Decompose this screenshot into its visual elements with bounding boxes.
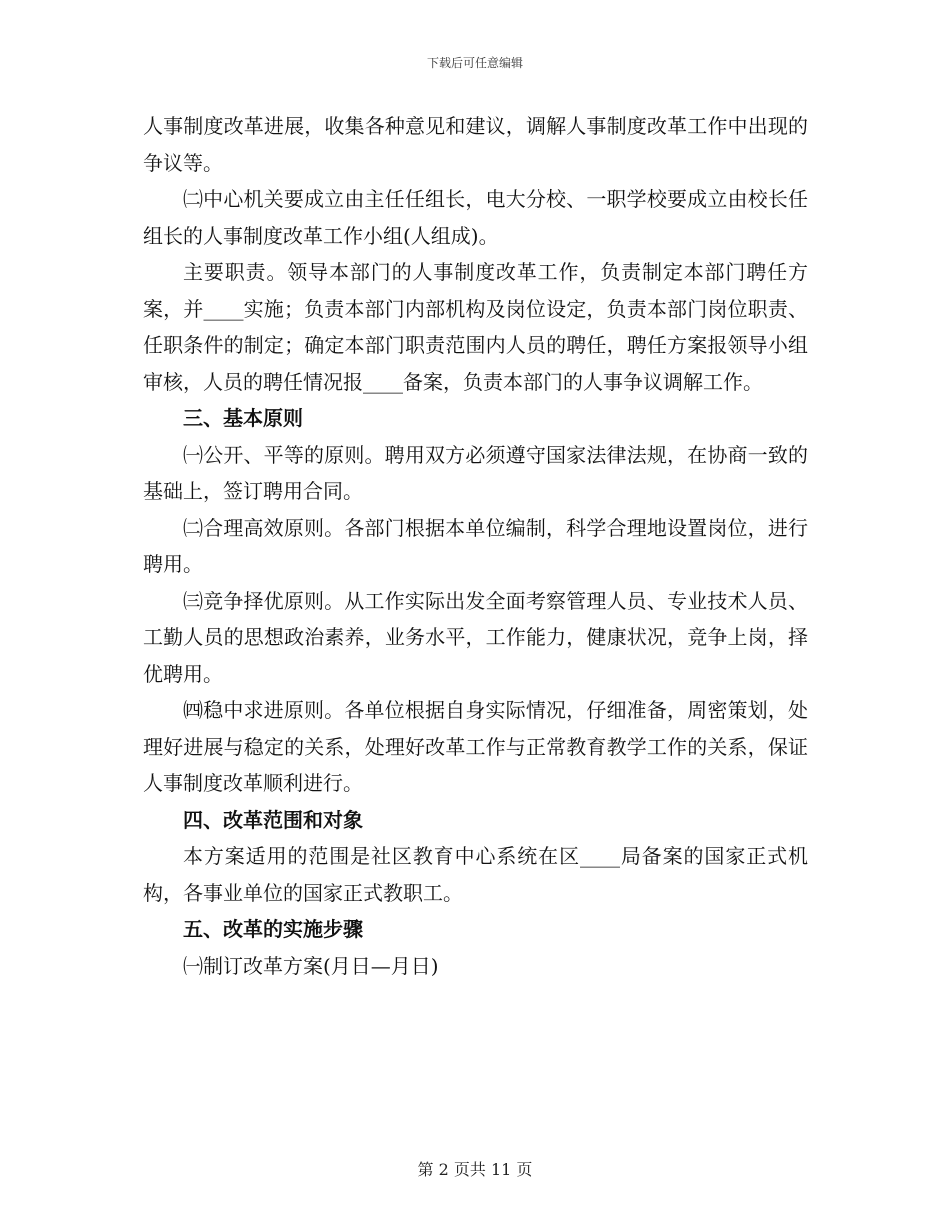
paragraph-principle-1: ㈠公开、平等的原则。聘用双方必须遵守国家法律法规，在协商一致的基础上，签订聘用合同。 (143, 442, 808, 503)
paragraph-scope: 本方案适用的范围是社区教育中心系统在区____局备案的国家正式机构，各事业单位的国家正式教职工。 (143, 844, 808, 905)
paragraph-principle-4: ㈣稳中求进原则。各单位根据自身实际情况，仔细准备，周密策划，处理好进展与稳定的关系，处理好改革工作与正常教育教学工作的关系，保证人事制度改革顺利进行。 (143, 698, 808, 795)
section-heading-basic-principles: 三、基本原则 (183, 406, 303, 430)
section-heading-implementation-steps: 五、改革的实施步骤 (183, 917, 363, 941)
paragraph-continuation: 人事制度改革进展，收集各种意见和建议，调解人事制度改革工作中出现的争议等。 (143, 114, 808, 175)
paragraph-step-1: ㈠制订改革方案(月日—月日) (183, 953, 439, 978)
paragraph-principle-3: ㈢竞争择优原则。从工作实际出发全面考察管理人员、专业技术人员、工勤人员的思想政治素养，业务水平，工作能力，健康状况，竞争上岗，择优聘用。 (143, 588, 808, 686)
paragraph-main-duties: 主要职责。领导本部门的人事制度改革工作，负责制定本部门聘任方案，并____实施；负责本部门内部机构及岗位设定，负责本部门岗位职责、任职条件的制定；确定本部门职责范围内人员的聘任，聘任方案报领导小组审核，人员的聘任情况报____备案，负责本部门的人事争议调解工作。 (143, 260, 808, 394)
page-number-footer: 第 2 页共 11 页 (417, 1160, 533, 1179)
document-body (143, 108, 808, 984)
paragraph-working-group: ㈡中心机关要成立由主任任组长，电大分校、一职学校要成立由校长任组长的人事制度改革工作小组(人组成)。 (143, 187, 808, 248)
paragraph-principle-2: ㈡合理高效原则。各部门根据本单位编制，科学合理地设置岗位，进行聘用。 (143, 515, 808, 576)
page-header-note: 下载后可任意编辑 (426, 56, 523, 70)
section-heading-scope: 四、改革范围和对象 (183, 807, 363, 832)
